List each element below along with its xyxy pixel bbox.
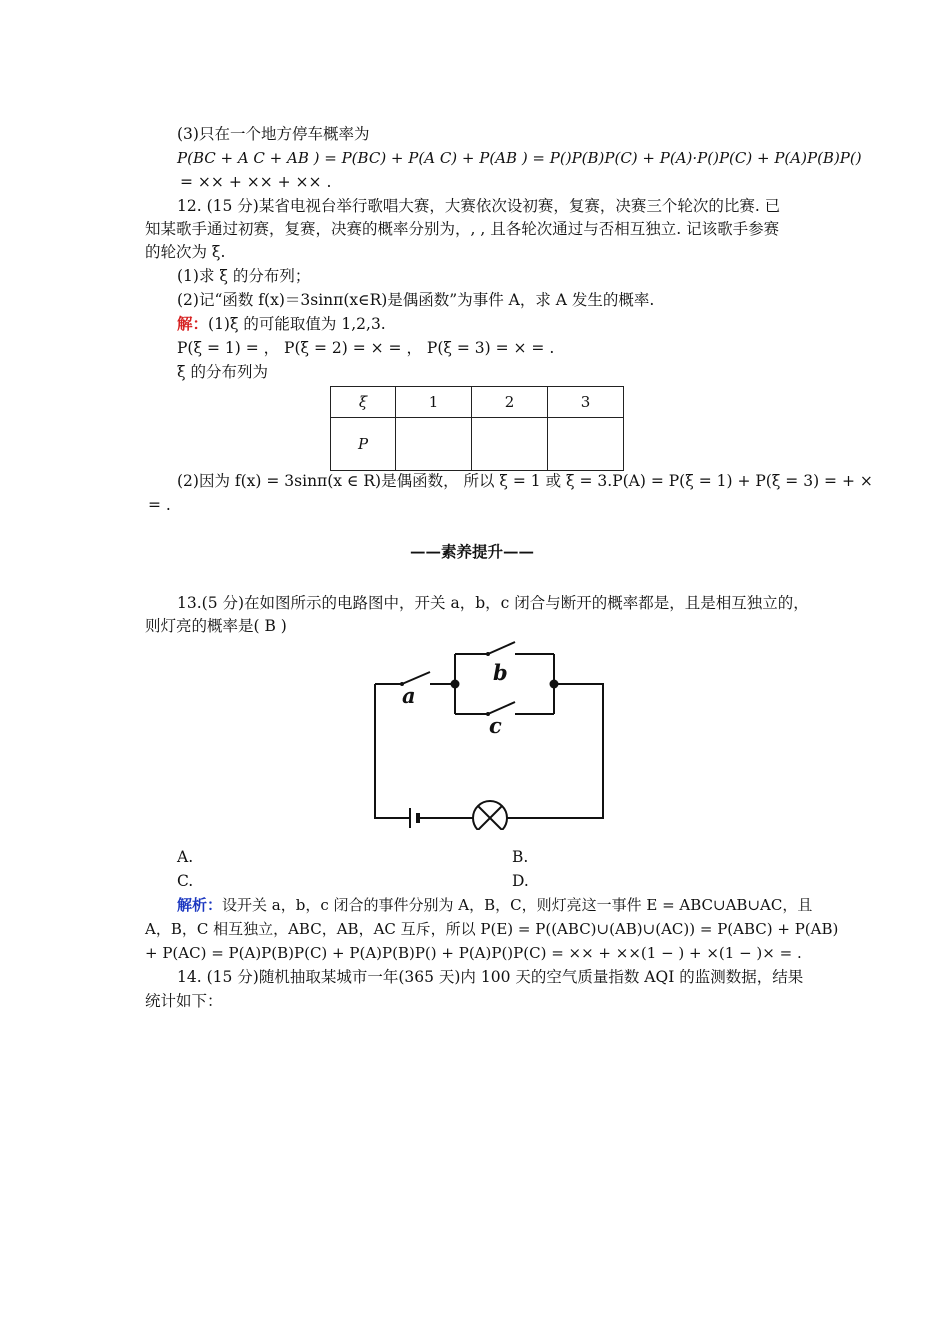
solution-text: (1)ξ 的可能取值为 1,2,3.: [208, 315, 386, 333]
switch-b-blade: [488, 642, 515, 654]
junction-right: [550, 680, 559, 689]
analysis-text: 设开关 a，b，c 闭合的事件分别为 A，B，C，则灯亮这一事件 E = ABC∪AB∪AC，且: [222, 896, 813, 914]
lamp-cross: [478, 806, 502, 830]
table-cell: [472, 418, 548, 471]
q11-part3-result: = ×× + ×× + ×× .: [180, 173, 332, 191]
table-header-cell: ξ: [331, 387, 396, 418]
q14-stem-line2: 统计如下：: [145, 992, 223, 1010]
section-title: ——素养提升——: [410, 542, 535, 561]
table-header-cell: 1: [396, 387, 472, 418]
table-row-label: P: [331, 418, 396, 471]
q13-stem-line2: 则灯亮的概率是( B ): [145, 617, 287, 635]
distribution-table: [330, 386, 624, 471]
q12-solution-line5: = .: [148, 496, 171, 514]
q12-stem-line2: 知某歌手通过初赛，复赛，决赛的概率分别为，, , 且各轮次通过与否相互独立. 记该歌手参赛: [145, 220, 780, 238]
switch-c-label: c: [489, 713, 502, 738]
option-d: D.: [512, 872, 529, 890]
q13-stem-line1: 13.(5 分)在如图所示的电路图中，开关 a，b，c 闭合与断开的概率都是，且是相互独立的，: [177, 594, 809, 612]
q13-analysis-line1: [177, 894, 812, 916]
lamp-icon: [473, 801, 507, 830]
circuit-diagram: [360, 630, 620, 830]
q11-part3-heading: (3)只在一个地方停车概率为: [177, 125, 370, 143]
table-header-cell: 2: [472, 387, 548, 418]
q12-part2: (2)记“函数 f(x)＝3sinπ(x∈R)是偶函数”为事件 A，求 A 发生的概率.: [177, 291, 655, 309]
table-cell: [396, 418, 472, 471]
q11-part3-formula: P(BC + A C + AB ) = P(BC) + P(A C) + P(AB ) = P()P(B)P(C) + P(A)·P()P(C) + P(A)P(B)P(): [177, 149, 862, 167]
q13-analysis-line3: + P(AC) = P(A)P(B)P(C) + P(A)P(B)P() + P(A)P()P(C) = ×× + ××(1 − ) + ×(1 − )× = .: [145, 944, 802, 962]
q12-solution-line3: ξ 的分布列为: [177, 363, 268, 381]
switch-b-pivot: [486, 652, 490, 656]
option-a: A.: [177, 848, 194, 866]
q12-solution-line1: [177, 313, 386, 335]
option-b: B.: [512, 848, 529, 866]
q12-part1: (1)求 ξ 的分布列；: [177, 267, 311, 285]
q12-stem-line1: 12. (15 分)某省电视台举行歌唱大赛，大赛依次设初赛，复赛，决赛三个轮次的比赛. 已: [177, 197, 781, 215]
q14-stem-line1: 14. (15 分)随机抽取某城市一年(365 天)内 100 天的空气质量指数 AQI 的监测数据，结果: [177, 968, 804, 986]
q12-solution-line4: (2)因为 f(x) = 3sinπ(x ∈ R)是偶函数， 所以 ξ = 1 或 ξ = 3.P(A) = P(ξ = 1) + P(ξ = 3) = + ×: [177, 472, 873, 490]
q12-solution-line2: P(ξ = 1) = ， P(ξ = 2) = × = ， P(ξ = 3) = × = .: [177, 339, 555, 357]
table-header-cell: 3: [548, 387, 624, 418]
table-row: [331, 418, 624, 471]
switch-a-label: a: [402, 683, 416, 708]
solution-label: 解：: [177, 314, 209, 333]
table-cell: [548, 418, 624, 471]
analysis-label: 解析：: [177, 896, 223, 914]
option-c: C.: [177, 872, 194, 890]
switch-b-label: b: [493, 660, 508, 685]
q12-stem-line3: 的轮次为 ξ.: [145, 243, 226, 261]
q13-analysis-line2: A，B，C 相互独立，ABC，AB，AC 互斥，所以 P(E) = P((ABC)∪(AB)∪(AC)) = P(ABC) + P(AB): [145, 920, 839, 938]
table-header-row: [331, 387, 624, 418]
junction-left: [451, 680, 460, 689]
